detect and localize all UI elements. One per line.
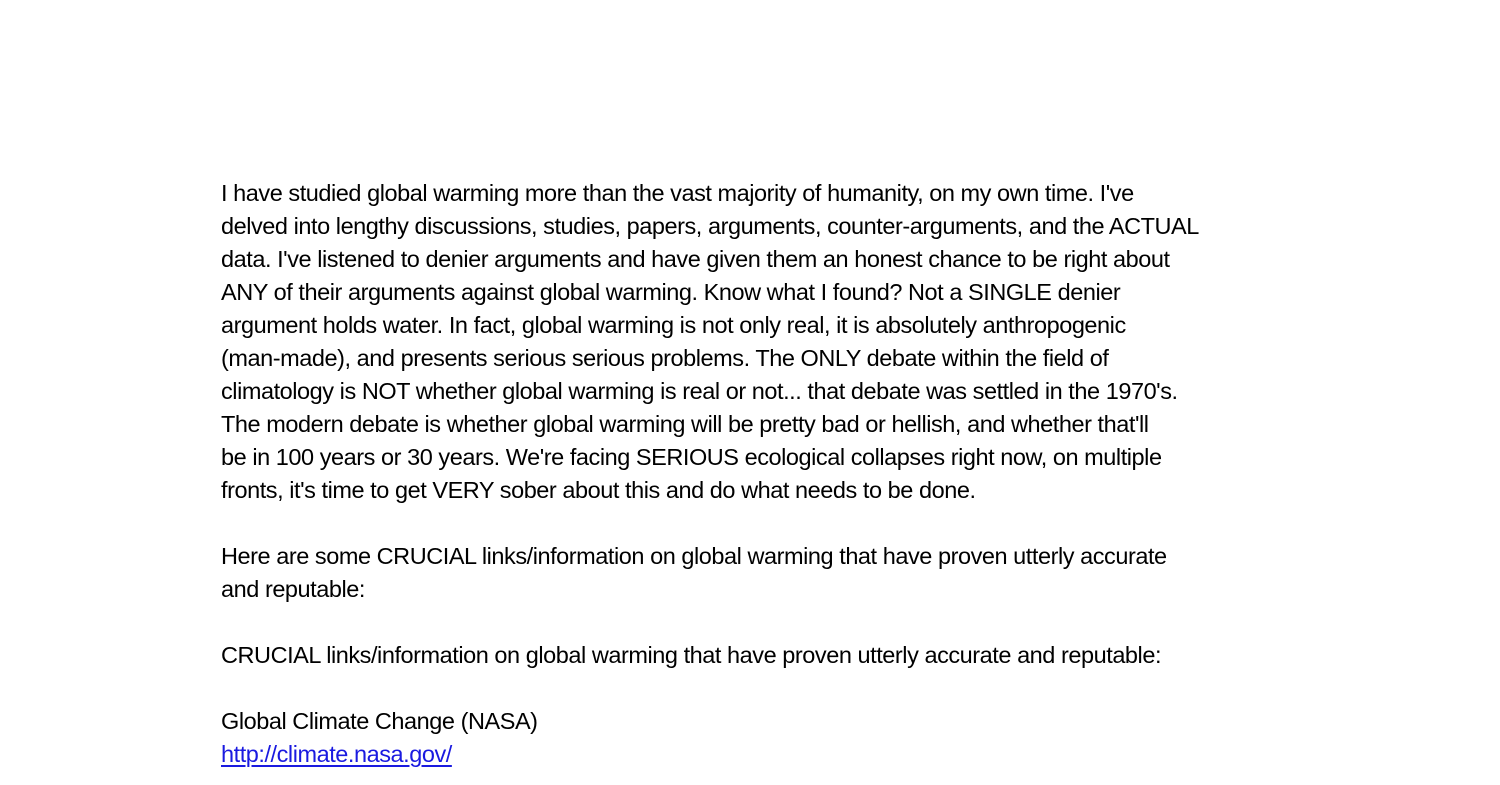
links-intro-paragraph [221, 540, 1286, 606]
document-body [221, 177, 1286, 771]
paragraph-line: data. I've listened to denier arguments and have given them an honest chance to be right about [221, 246, 1170, 272]
paragraph-line: delved into lengthy discussions, studies, papers, arguments, counter-arguments, and the ACTUAL [221, 213, 1199, 239]
paragraph-line: fronts, it's time to get VERY sober about this and do what needs to be done. [221, 477, 976, 503]
paragraph-line: Here are some CRUCIAL links/information on global warming that have proven utterly accurate [221, 543, 1167, 569]
paragraph-line: climatology is NOT whether global warming is real or not... that debate was settled in the 1970's. [221, 378, 1178, 404]
paragraph-line: (man-made), and presents serious serious problems. The ONLY debate within the field of [221, 345, 1109, 371]
link-title: Global Climate Change (NASA) [221, 708, 538, 734]
links-heading: CRUCIAL links/information on global warming that have proven utterly accurate and reputable: [221, 642, 1162, 668]
intro-paragraph [221, 177, 1286, 507]
nasa-climate-link[interactable]: http://climate.nasa.gov/ [221, 741, 452, 767]
paragraph-spacer [221, 507, 1286, 540]
paragraph-line: be in 100 years or 30 years. We're facing SERIOUS ecological collapses right now, on multiple [221, 444, 1162, 470]
paragraph-line: The modern debate is whether global warming will be pretty bad or hellish, and whether that'll [221, 411, 1149, 437]
paragraph-line: I have studied global warming more than the vast majority of humanity, on my own time. I've [221, 180, 1134, 206]
paragraph-spacer [221, 606, 1286, 639]
paragraph-line: ANY of their arguments against global warming. Know what I found? Not a SINGLE denier [221, 279, 1121, 305]
paragraph-line: argument holds water. In fact, global warming is not only real, it is absolutely anthropogenic [221, 312, 1126, 338]
paragraph-line: and reputable: [221, 576, 365, 602]
paragraph-spacer [221, 672, 1286, 705]
